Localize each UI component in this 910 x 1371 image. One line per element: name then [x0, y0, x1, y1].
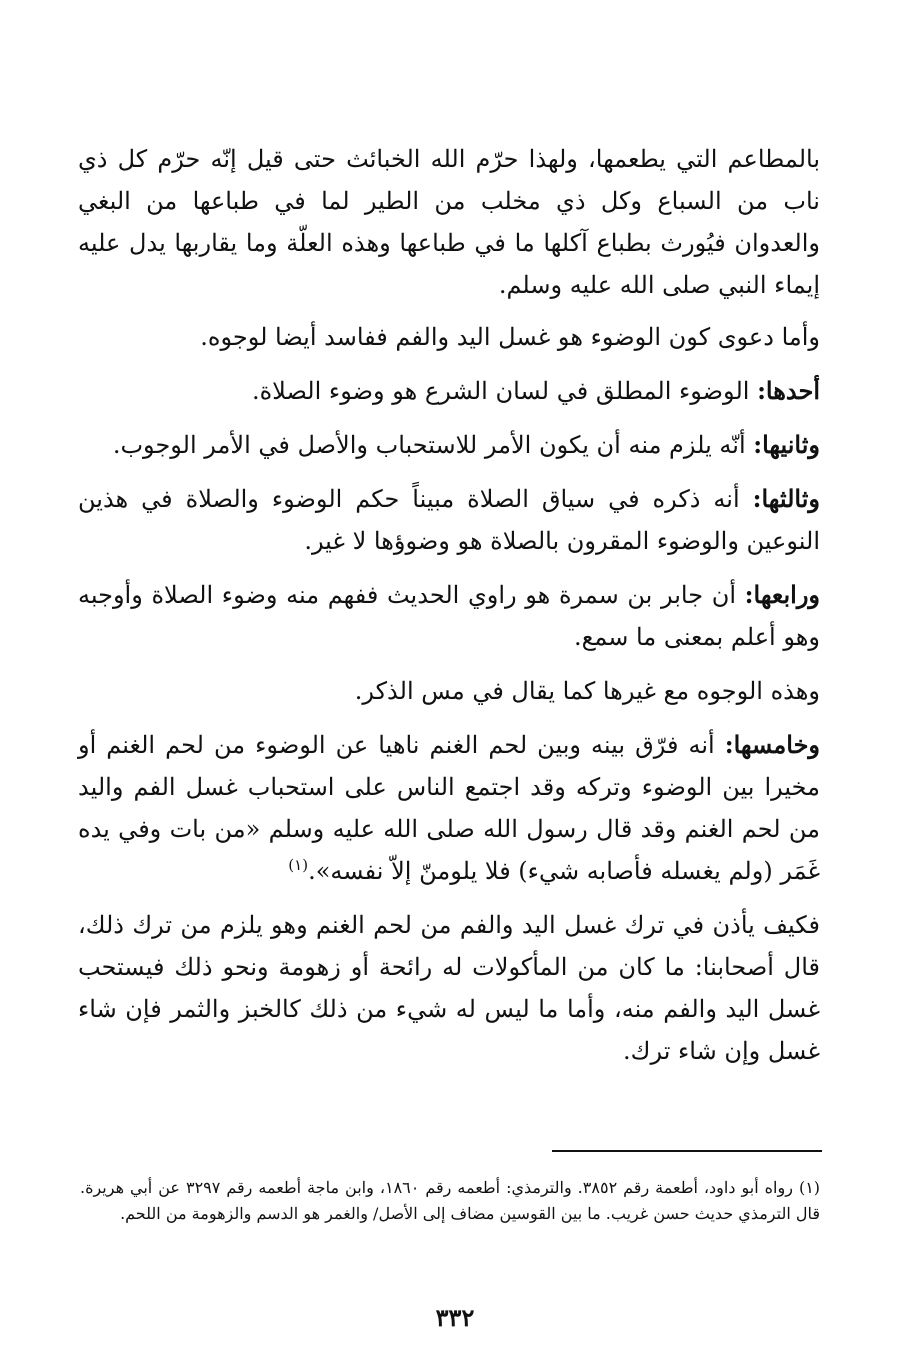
footnote-marker: (١)	[798, 1178, 821, 1197]
footnote-divider	[552, 1150, 822, 1152]
paragraph-8	[78, 724, 820, 892]
paragraph-lead: وثانيها:	[753, 430, 820, 459]
paragraph-text: أن جابر بن سمرة هو راوي الحديث ففهم منه وضوء الصلاة وأوجبه وهو أعلم بمعنى ما سمع.	[78, 581, 820, 651]
paragraph-text: بالمطاعم التي يطعمها، ولهذا حرّم الله الخبائث حتى قيل إنّه حرّم كل ذي ناب من السباع وكل ذي مخلب من الطير لما في طباعها من البغي والعدوان فيُورث بطباع آكلها ما في طباعها وهذه العلّة وما يقاربها يدل عليه إيماء النبي صلى الله عليه وسلم.	[78, 145, 820, 299]
paragraph-text: الوضوء المطلق في لسان الشرع هو وضوء الصلاة.	[251, 377, 758, 405]
paragraph-lead: وثالثها:	[752, 484, 820, 513]
page-number: ٣٣٢	[435, 1303, 475, 1332]
paragraph-7	[78, 670, 820, 712]
paragraph-3	[78, 370, 820, 412]
paragraph-5	[78, 478, 820, 562]
paragraph-2	[78, 316, 820, 358]
paragraph-text: أنه فرّق بينه وبين لحم الغنم ناهيا عن الوضوء من لحم الغنم أو مخيرا بين الوضوء وتركه وقد اجتمع الناس على استحباب غسل الفم واليد من لحم الغنم وقد قال رسول الله صلى الله عليه وسلم «من بات وفي يده غَمَر (ولم يغسله فأصابه شيء) فلا يلومنّ إلاّ نفسه».	[78, 731, 821, 885]
paragraph-6	[78, 574, 820, 658]
paragraph-lead: أحدها:	[757, 376, 820, 405]
paragraph-text: أنه ذكره في سياق الصلاة مبيناً حكم الوضوء والصلاة في هذين النوعين والوضوء المقرون بالصلاة هو وضوؤها لا غير.	[78, 485, 820, 555]
paragraph-1	[78, 138, 820, 306]
main-text	[78, 138, 820, 1084]
paragraph-4	[78, 424, 820, 466]
paragraph-text: فكيف يأذن في ترك غسل اليد والفم من لحم الغنم وهو يلزم من ترك ذلك، قال أصحابنا: ما كان من المأكولات له رائحة أو زهومة ونحو ذلك فيستحب غسل اليد والفم منه، وأما ما ليس له شيء من ذلك كالخبز والثمر فإن شاء غسل وإن شاء ترك.	[78, 911, 820, 1065]
footnote-reference[interactable]: (١)	[288, 856, 309, 874]
paragraph-lead: وخامسها:	[724, 730, 820, 759]
paragraph-lead: ورابعها:	[744, 580, 820, 609]
footnotes	[80, 1175, 820, 1227]
paragraph-9	[78, 904, 820, 1072]
paragraph-text: وأما دعوى كون الوضوء هو غسل اليد والفم ففاسد أيضا لوجوه.	[200, 323, 820, 351]
footnote-text: رواه أبو داود، أطعمة رقم ٣٨٥٢. والترمذي: أطعمه رقم ١٨٦٠، وابن ماجة أطعمه رقم ٣٢٩٧ عن أبي هريرة. قال الترمذي حديث حسن غريب. ما بين القوسين مضاف إلى الأصل/ والغمر هو الدسم والزهومة من اللحم.	[80, 1178, 820, 1223]
paragraph-text: أنّه يلزم منه أن يكون الأمر للاستحباب والأصل في الأمر الوجوب.	[112, 431, 754, 459]
paragraph-text: وهذه الوجوه مع غيرها كما يقال في مس الذكر.	[354, 677, 820, 705]
footnote-item	[80, 1175, 820, 1227]
